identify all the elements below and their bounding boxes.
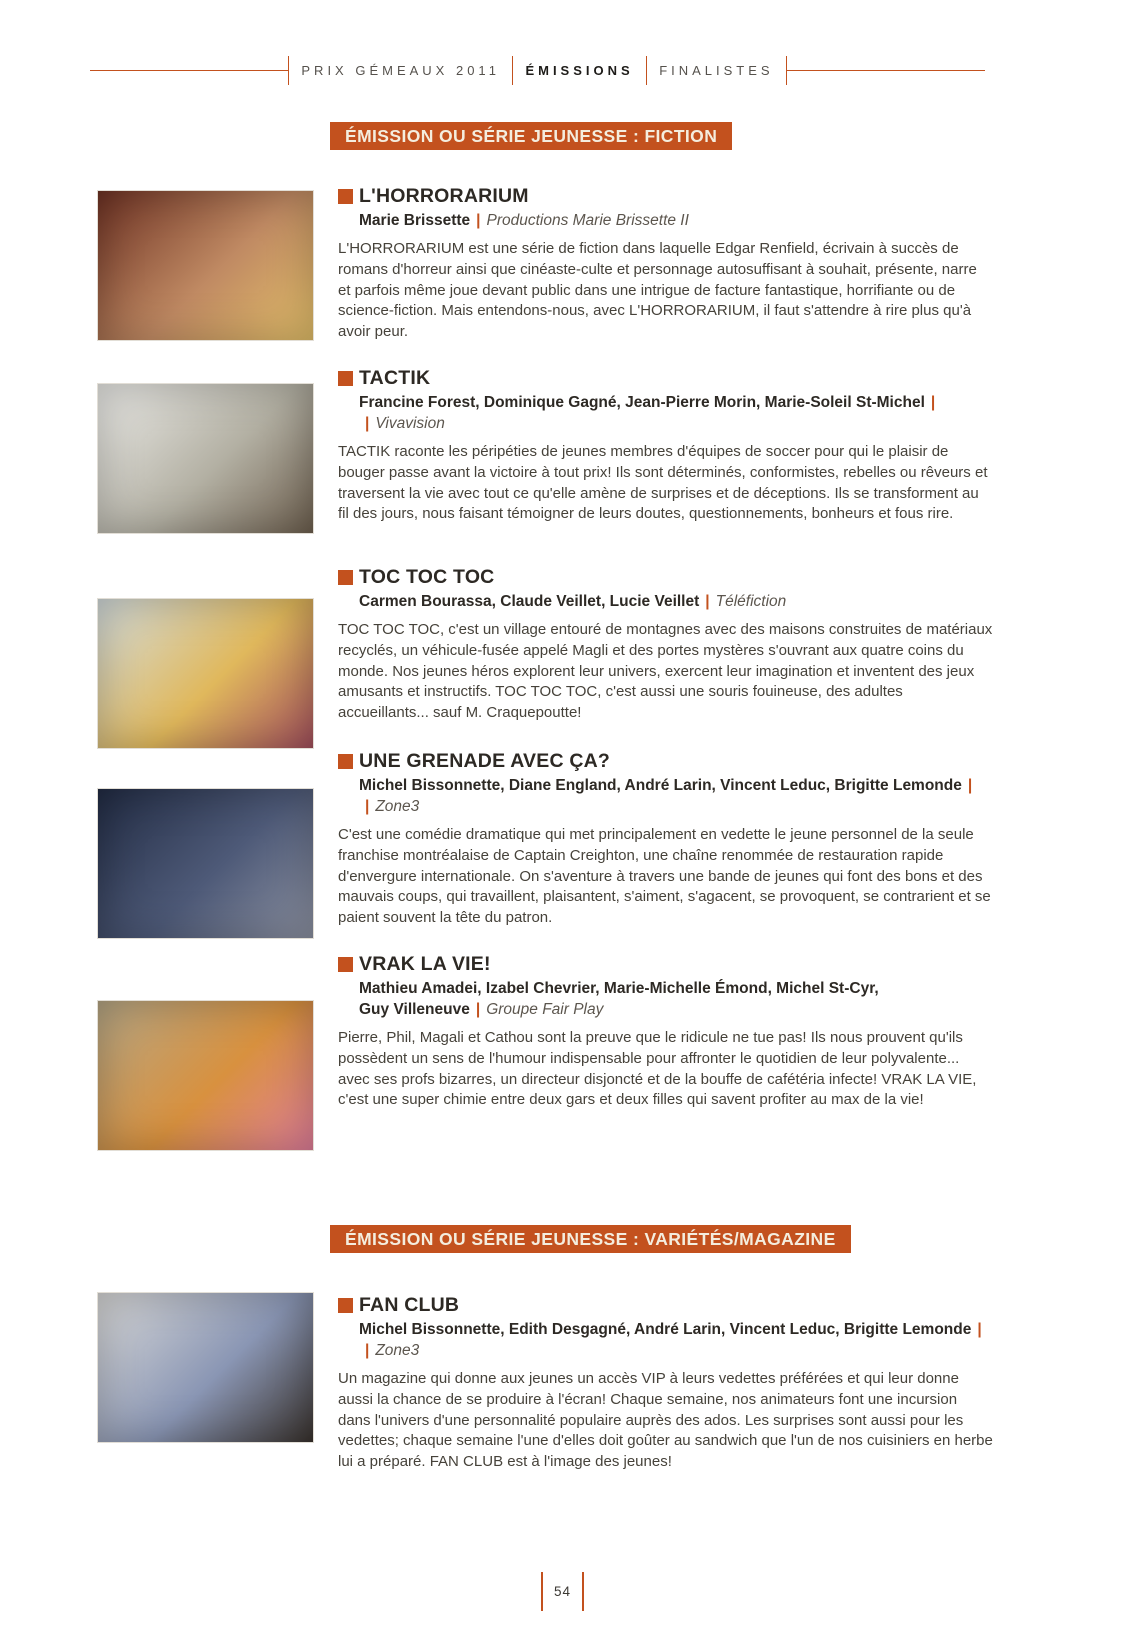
credits: [359, 978, 993, 1020]
bullet-square-icon: [338, 189, 353, 204]
credit-separator: |: [365, 798, 370, 815]
credits: [359, 392, 993, 434]
show-content: [338, 749, 993, 929]
show-title-row: [338, 749, 993, 773]
production-company: Groupe Fair Play: [486, 1001, 604, 1018]
show-description: TACTIK raconte les péripéties de jeunes membres d'équipes de soccer pour qui le plaisir de bouger passe avant la victoire à tout prix! Ils sont déterminés, conformistes, rebelles ou rêveurs et traversent la vie avec tout ce qu'elle amène de surprises et de déceptions. Ils se transforment au fil des jours, nous faisant témoigner de leurs doutes, questionnements, bonheurs et fous rire.: [338, 443, 988, 523]
credit-line: [359, 210, 993, 231]
producer-names: Michel Bissonnette, Diane England, André Larin, Vincent Leduc, Brigitte Lemonde: [359, 777, 962, 794]
bullet-square-icon: [338, 754, 353, 769]
credit-line: [359, 775, 993, 796]
credit-line: [359, 999, 993, 1020]
producer-names: Guy Villeneuve: [359, 1001, 470, 1018]
production-company: Productions Marie Brissette II: [486, 212, 689, 229]
producer-names: Mathieu Amadei, Izabel Chevrier, Marie-Michelle Émond, Michel St-Cyr,: [359, 980, 879, 997]
credit-separator: |: [705, 593, 710, 610]
credit-line: [359, 591, 993, 612]
masthead-divider: [646, 56, 648, 85]
credit-separator: |: [977, 1321, 982, 1338]
show-title-row: [338, 565, 993, 589]
show-title-row: [338, 952, 993, 976]
masthead-section: ÉMISSIONS: [525, 62, 634, 78]
credit-line: [359, 978, 993, 999]
show-description: L'HORRORARIUM est une série de fiction dans laquelle Edgar Renfield, écrivain à succès de romans d'horreur ainsi que cinéaste-culte et personnage autosuffisant à souhait, présente, narre et parfois même joue devant public dans une intrigue de facture fantastique, horrifiante ou de science-fiction. Mais entendons-nous, avec L'HORRORARIUM, il faut s'attendre à rire plus qu'à avoir peur.: [338, 240, 977, 341]
cast-photo-une-grenade-avec-ca: [97, 788, 314, 939]
credits: [359, 1319, 993, 1361]
show-title: VRAK LA VIE!: [359, 953, 491, 975]
show-title-row: [338, 184, 993, 208]
credit-separator: |: [365, 1342, 370, 1359]
footer-bar-left: [541, 1572, 543, 1611]
show-title: L'HORRORARIUM: [359, 185, 529, 207]
producer-names: Francine Forest, Dominique Gagné, Jean-Pierre Morin, Marie-Soleil St-Michel: [359, 394, 925, 411]
masthead-divider: [512, 56, 514, 85]
cast-photo-vrak-la-vie: [97, 1000, 314, 1151]
bullet-square-icon: [338, 371, 353, 386]
category-banner-varietes-magazine: ÉMISSION OU SÉRIE JEUNESSE : VARIÉTÉS/MAGAZINE: [330, 1225, 851, 1253]
masthead-status: FINALISTES: [659, 62, 774, 78]
bullet-square-icon: [338, 1298, 353, 1313]
cast-photo-lhorrorarium: [97, 190, 314, 341]
production-company: Vivavision: [375, 415, 445, 432]
show-title: TACTIK: [359, 367, 431, 389]
producer-names: Michel Bissonnette, Edith Desgagné, André Larin, Vincent Leduc, Brigitte Lemonde: [359, 1321, 972, 1338]
masthead-divider: [288, 56, 290, 85]
cast-photo-toc-toc-toc: [97, 598, 314, 749]
production-company: Zone3: [375, 798, 420, 815]
show-content: [338, 366, 993, 525]
masthead-rule-right: [787, 70, 985, 71]
show-content: [338, 1293, 993, 1473]
show-content: [338, 565, 993, 724]
cast-photo-tactik: [97, 383, 314, 534]
credit-line: [359, 1319, 993, 1340]
bullet-square-icon: [338, 570, 353, 585]
show-content: [338, 952, 993, 1111]
production-company: Zone3: [375, 1342, 420, 1359]
show-description: Pierre, Phil, Magali et Cathou sont la preuve que le ridicule ne tue pas! Ils nous prouvent qu'ils possèdent un sens de l'humour indispensable pour affronter le quotidien de leur polyvalente... avec ses profs bizarres, un directeur disjoncté et de la bouffe de cafétéria infecte! VRAK LA VIE, c'est une super chimie entre deux gars et deux filles qui savent profiter au max de la vie!: [338, 1029, 977, 1109]
credits: [359, 210, 993, 231]
show-title-row: [338, 1293, 993, 1317]
show-title-row: [338, 366, 993, 390]
producer-names: Marie Brissette: [359, 212, 471, 229]
credit-separator: |: [475, 1001, 481, 1018]
credits: [359, 591, 993, 612]
page-footer: [0, 1572, 1125, 1611]
production-company: Téléfiction: [715, 593, 787, 610]
masthead: [90, 55, 985, 85]
show-title: TOC TOC TOC: [359, 566, 495, 588]
masthead-brand: PRIX GÉMEAUX 2011: [301, 62, 500, 78]
bullet-square-icon: [338, 957, 353, 972]
credit-separator: |: [967, 777, 973, 794]
show-description: Un magazine qui donne aux jeunes un accès VIP à leurs vedettes préférées et qui leur donne aussi la chance de se produire à l'écran! Chaque semaine, nos animateurs font une incursion dans l'univers d'une personnalité populaire auprès des ados. Les surprises sont aussi pour les vedettes; chaque semaine l'une d'elles doit goûter au sandwich que l'un de nos cuisiniers en herbe lui a préparé. FAN CLUB est à l'image des jeunes!: [338, 1370, 993, 1471]
credit-line: [359, 413, 993, 434]
credit-line: [359, 796, 993, 817]
masthead-rule-left: [90, 70, 288, 71]
credit-line: [359, 392, 993, 413]
credit-separator: |: [930, 394, 936, 411]
credit-line: [359, 1340, 993, 1361]
show-content: [338, 184, 993, 343]
producer-names: Carmen Bourassa, Claude Veillet, Lucie Veillet: [359, 593, 700, 610]
show-title: FAN CLUB: [359, 1294, 460, 1316]
category-banner-fiction: ÉMISSION OU SÉRIE JEUNESSE : FICTION: [330, 122, 732, 150]
page-number: 54: [553, 1584, 572, 1599]
cast-photo-fan-club: [97, 1292, 314, 1443]
credit-separator: |: [476, 212, 481, 229]
footer-bar-right: [582, 1572, 584, 1611]
credits: [359, 775, 993, 817]
show-description: C'est une comédie dramatique qui met principalement en vedette le jeune personnel de la seule franchise montréalaise de Captain Creighton, une chaîne renommée de restauration rapide d'envergure internationale. On s'aventure à travers une bande de jeunes qui font des bons et des mauvais coups, qui travaillent, plaisantent, s'aiment, s'agacent, se provoquent, se contrarient et se paient souvent la tête du patron.: [338, 826, 991, 927]
credit-separator: |: [365, 415, 370, 432]
show-title: UNE GRENADE AVEC ÇA?: [359, 750, 611, 772]
show-description: TOC TOC TOC, c'est un village entouré de montagnes avec des maisons construites de matériaux recyclés, un véhicule-fusée appelé Magli et des portes mystères s'ouvrant aux quatre coins du monde. Nos jeunes héros explorent leur univers, exercent leur imagination et inventent des jeux amusants et instructifs. TOC TOC TOC, c'est aussi une souris fouineuse, des adultes accueillants... sauf M. Craquepoutte!: [338, 621, 993, 722]
